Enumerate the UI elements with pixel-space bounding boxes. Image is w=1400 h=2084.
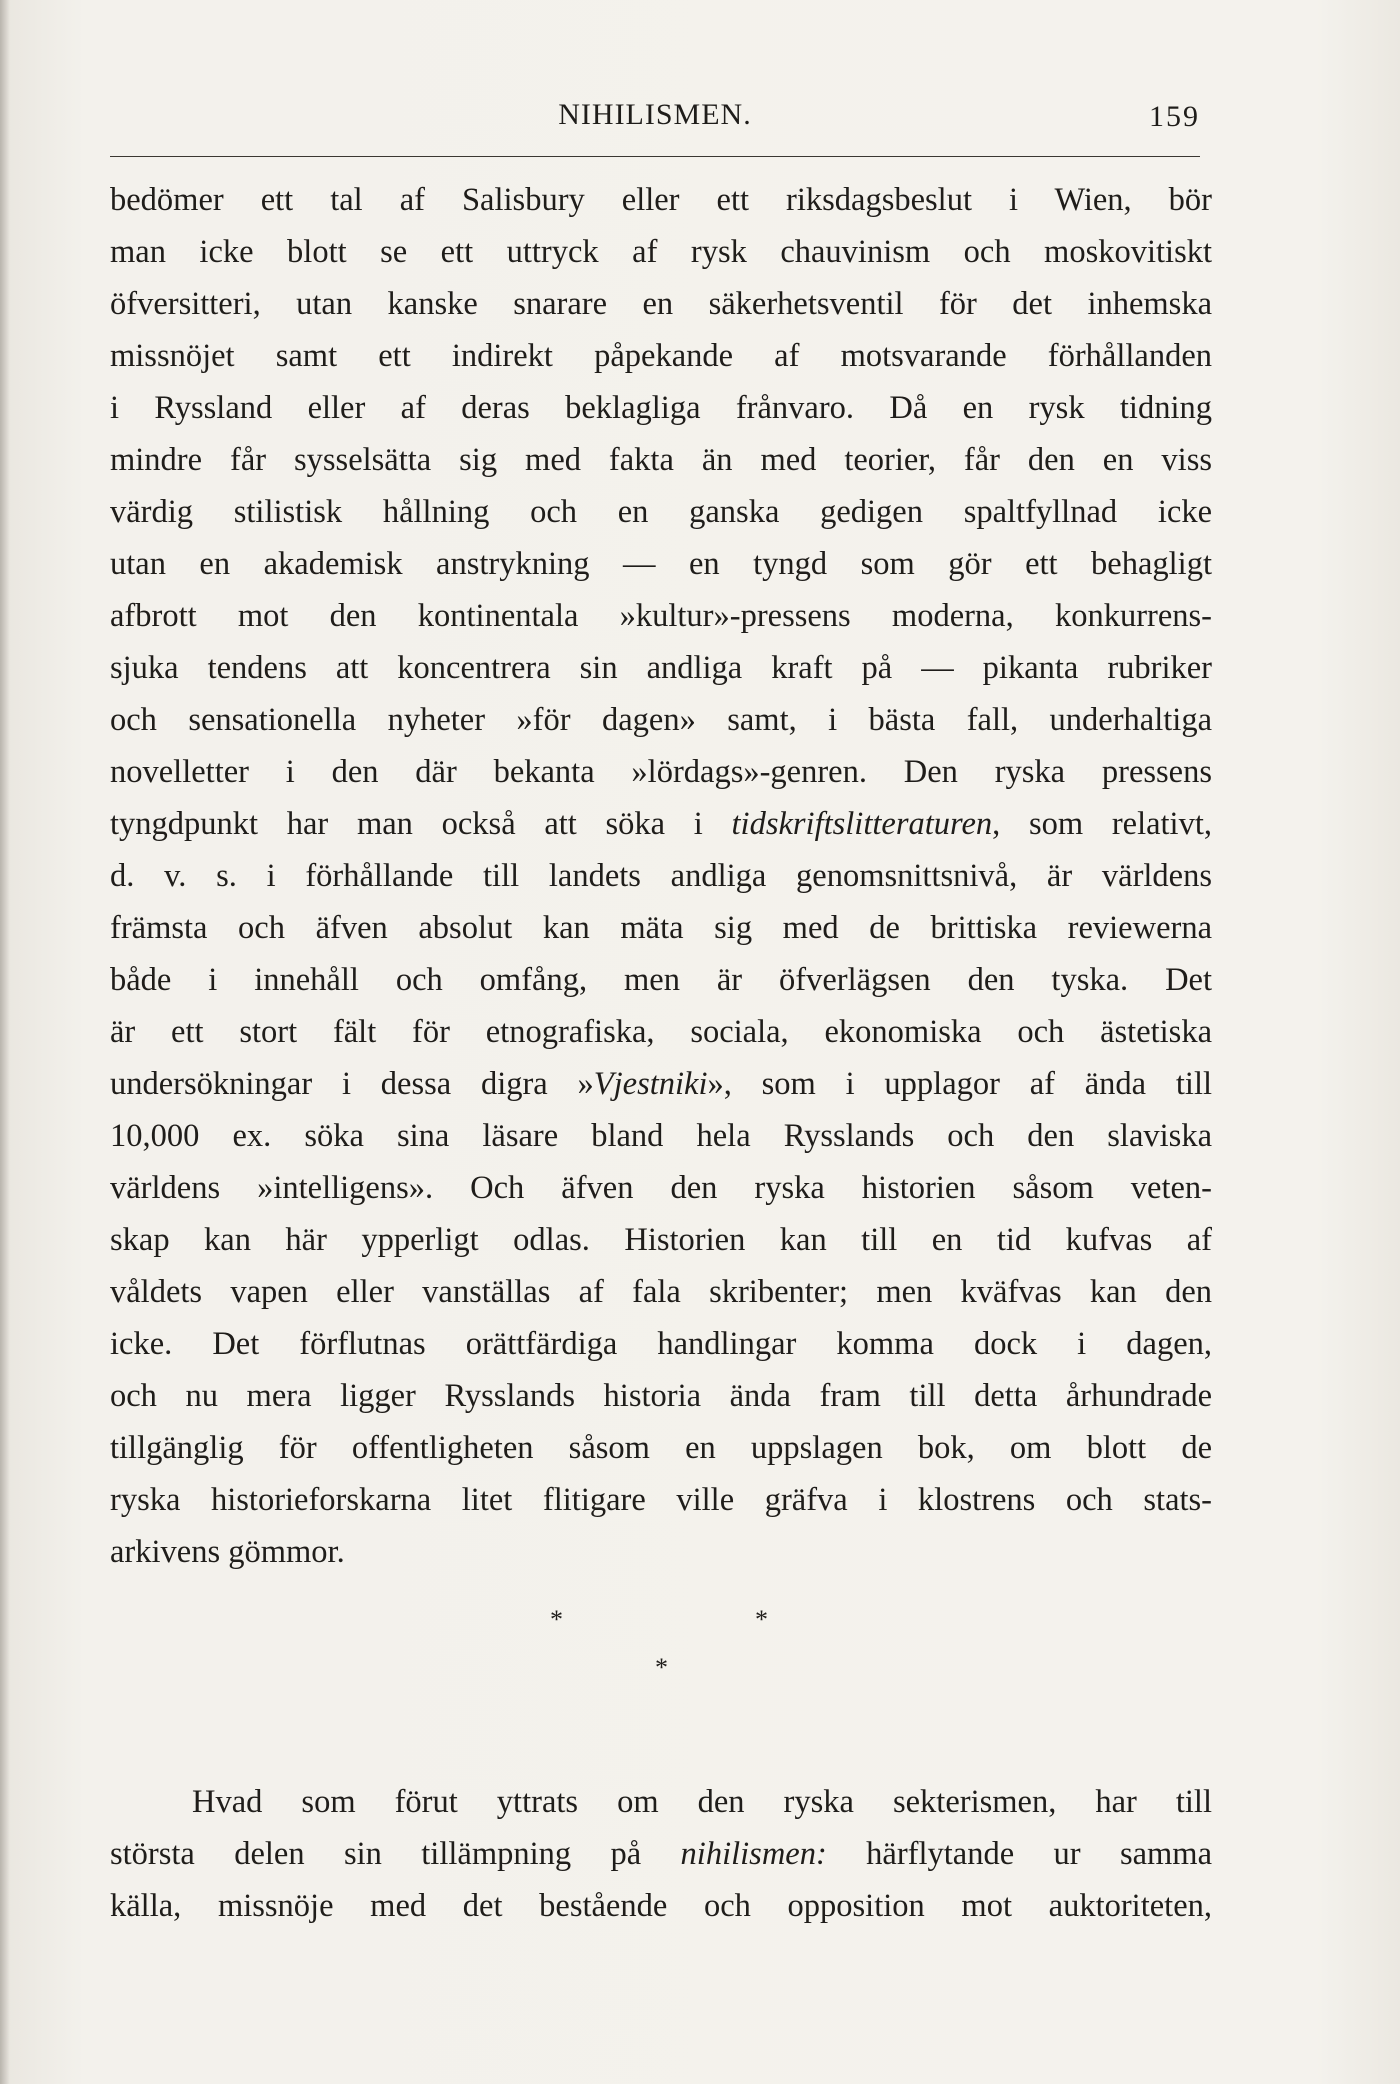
text-line: öfversitteri, utan kanske snarare en säkerhetsventil för det inhemska xyxy=(110,286,1212,322)
text-line: ryska historieforskarna litet flitigare ville gräfva i klostrens och stats- xyxy=(110,1482,1212,1518)
paragraph-1 xyxy=(110,174,1212,1578)
text-segment: tyngdpunkt har man också att söka i xyxy=(110,806,732,842)
text-line: mindre får sysselsätta sig med fakta än med teorier, får den en viss xyxy=(110,442,1212,478)
asterism-star-bottom: * xyxy=(655,1653,668,1682)
text-line: d. v. s. i förhållande till landets andliga genomsnittsnivå, är världens xyxy=(110,858,1212,894)
text-line: främsta och äfven absolut kan mäta sig med de brittiska reviewerna xyxy=(110,910,1212,946)
text-line: Hvad som förut yttrats om den ryska sekterismen, har till xyxy=(192,1784,1212,1820)
running-head xyxy=(110,92,1200,142)
text-line xyxy=(110,1058,1212,1110)
text-segment: största delen sin tillämpning på xyxy=(110,1836,681,1872)
paragraph-2 xyxy=(110,1776,1212,1932)
text-line: källa, missnöje med det bestående och opposition mot auktoriteten, xyxy=(110,1888,1212,1924)
text-line: man icke blott se ett uttryck af rysk chauvinism och moskovitiskt xyxy=(110,234,1212,270)
text-line: både i innehåll och omfång, men är öfverlägsen den tyska. Det xyxy=(110,962,1212,998)
text-line: icke. Det förflutnas orättfärdiga handlingar komma dock i dagen, xyxy=(110,1326,1212,1362)
header-rule xyxy=(110,156,1200,157)
text-line: arkivens gömmor. xyxy=(110,1534,345,1570)
italic-term: tidskriftslitteraturen xyxy=(731,806,993,842)
text-line: och nu mera ligger Rysslands historia ända fram till detta århundrade xyxy=(110,1378,1212,1414)
text-line: missnöjet samt ett indirekt påpekande af motsvarande förhållanden xyxy=(110,338,1212,374)
asterism-separator xyxy=(110,1605,1212,1695)
text-line: utan en akademisk anstrykning — en tyngd som gör ett behagligt xyxy=(110,546,1212,582)
text-line: bedömer ett tal af Salisbury eller ett riksdagsbeslut i Wien, bör xyxy=(110,182,1212,218)
text-line: skap kan här ypperligt odlas. Historien kan till en tid kufvas af xyxy=(110,1222,1212,1258)
text-segment: undersökningar i dessa digra » xyxy=(110,1066,594,1102)
text-line: världens »intelligens». Och äfven den ryska historien såsom veten- xyxy=(110,1170,1212,1206)
text-segment: härflytande ur samma xyxy=(826,1836,1213,1872)
text-line: och sensationella nyheter »för dagen» samt, i bästa fall, underhaltiga xyxy=(110,702,1212,738)
text-segment: , som relativt, xyxy=(992,806,1212,842)
text-line: tillgänglig för offentligheten såsom en uppslagen bok, om blott de xyxy=(110,1430,1212,1466)
text-line: är ett stort fält för etnografiska, sociala, ekonomiska och ästetiska xyxy=(110,1014,1212,1050)
text-segment: », som i upplagor af ända till xyxy=(707,1066,1212,1102)
italic-term: Vjestniki xyxy=(593,1066,708,1102)
page-number: 159 xyxy=(1149,100,1200,133)
text-line: sjuka tendens att koncentrera sin andliga kraft på — pikanta rubriker xyxy=(110,650,1212,686)
text-line: novelletter i den där bekanta »lördags»-genren. Den ryska pressens xyxy=(110,754,1212,790)
text-line xyxy=(110,1828,1212,1880)
text-line: värdig stilistisk hållning och en ganska gedigen spaltfyllnad icke xyxy=(110,494,1212,530)
asterism-star-right: * xyxy=(755,1605,768,1634)
text-line: afbrott mot den kontinentala »kultur»-pressens moderna, konkurrens- xyxy=(110,598,1212,634)
asterism-star-left: * xyxy=(550,1605,563,1634)
text-line: våldets vapen eller vanställas af fala skribenter; men kväfvas kan den xyxy=(110,1274,1212,1310)
text-line xyxy=(110,798,1212,850)
text-line: 10,000 ex. söka sina läsare bland hela Rysslands och den slaviska xyxy=(110,1118,1212,1154)
page-gutter-shadow xyxy=(0,0,10,2084)
running-head-title: NIHILISMEN. xyxy=(558,98,752,131)
italic-term: nihilismen: xyxy=(680,1836,827,1872)
text-line: i Ryssland eller af deras beklagliga frånvaro. Då en rysk tidning xyxy=(110,390,1212,426)
